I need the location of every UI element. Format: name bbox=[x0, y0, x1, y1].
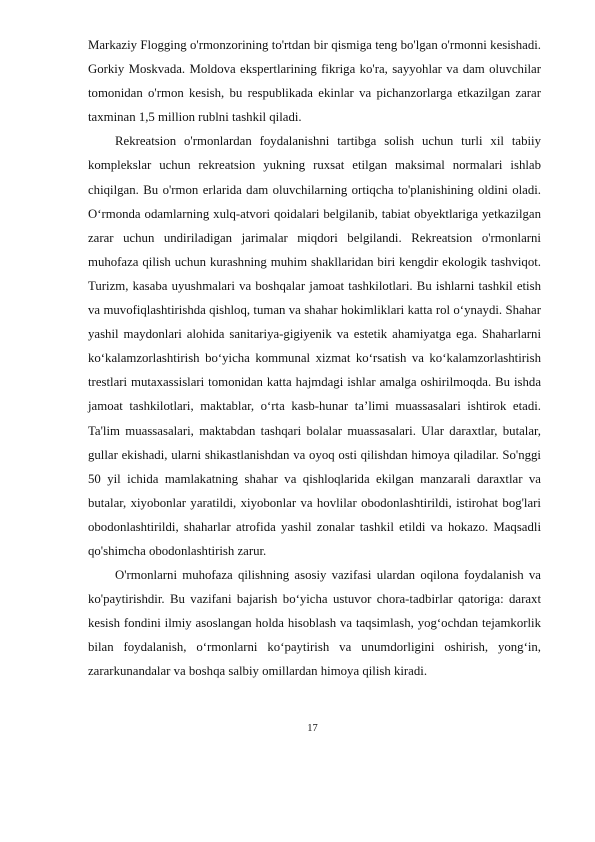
paragraph: O'rmonlarni muhofaza qilishning asosiy vazifasi ulardan oqilona foydalanish va ko'paytirishdir. Bu vazifani bajarish bo‘yicha ustuvor chora-tadbirlar qatoriga: daraxt kesish fondini ilmiy asoslangan holda hisoblash va taqsimlash, yog‘ochdan tejamkorlik bilan foydalanish, o‘rmonlarni ko‘paytirish va unumdorligini oshirish, yong‘in, zararkunandalar va boshqa salbiy omillardan himoya qilish kiradi. bbox=[88, 568, 541, 679]
paragraph: Markaziy Flogging o'rmonzorining to'rtdan bir qismiga teng bo'lgan o'rmonni kesishadi. Gorkiy Moskvada. Moldova ekspertlarining fikriga ko'ra, sayyohlar va dam oluvchilar tomonidan o'rmon kesish, bu respublikada ekinlar va pichanzorlarga etkazilgan zarar taxminan 1,5 million rublni tashkil qiladi. bbox=[88, 38, 541, 125]
page-number: 17 bbox=[307, 723, 318, 734]
document-body bbox=[88, 33, 541, 684]
paragraph: Rekreatsion o'rmonlardan foydalanishni tartibga solish uchun turli xil tabiiy komplekslar uchun rekreatsion yukning ruxsat etilgan maksimal normalari ishlab chiqilgan. Bu o'rmon erlarida dam oluvchilarning ortiqcha to'planishining oldini oladi. O‘rmonda odamlarning xulq-atvori qoidalari belgilanib, tabiat obyektlariga yetkazilgan zarar uchun undiriladigan jarimalar miqdori belgilandi. Rekreatsion o'rmonlarni muhofaza qilish uchun kurashning muhim shakllaridan biri kengdir ekologik tashviqot. Turizm, kasaba uyushmalari va boshqalar jamoat tashkilotlari. Bu ishlarni tashkil etish va muvofiqlashtirishda qishloq, tuman va shahar hokimliklari katta rol o‘ynaydi. Shahar yashil maydonlari alohida sanitariya-gigiyenik va estetik ahamiyatga ega. Shaharlarni ko‘kalamzorlashtirish bo‘yicha kommunal xizmat ko‘rsatish va ko‘kalamzorlashtirish trestlari mutaxassislari tomonidan katta hajmdagi ishlar amalga oshirilmoqda. Bu ishda jamoat tashkilotlari, maktablar, o‘rta kasb-hunar ta’limi muassasalari ishtirok etadi. Ta'lim muassasalari, maktabdan tashqari bolalar muassasalari. Ular daraxtlar, butalar, gullar ekishadi, ularni shikastlanishdan va oyoq osti qilishdan himoya qiladilar. So'nggi 50 yil ichida mamlakatning shahar va qishloqlarida ekilgan manzarali daraxtlar va butalar, xiyobonlar yaratildi, xiyobonlar va hovlilar obodonlashtirildi, istirohat bog'lari obodonlashtirildi, shaharlar atrofida yashil zonalar tashkil etildi va hokazo. Maqsadli qo'shimcha obodonlashtirish zarur. bbox=[88, 134, 541, 558]
